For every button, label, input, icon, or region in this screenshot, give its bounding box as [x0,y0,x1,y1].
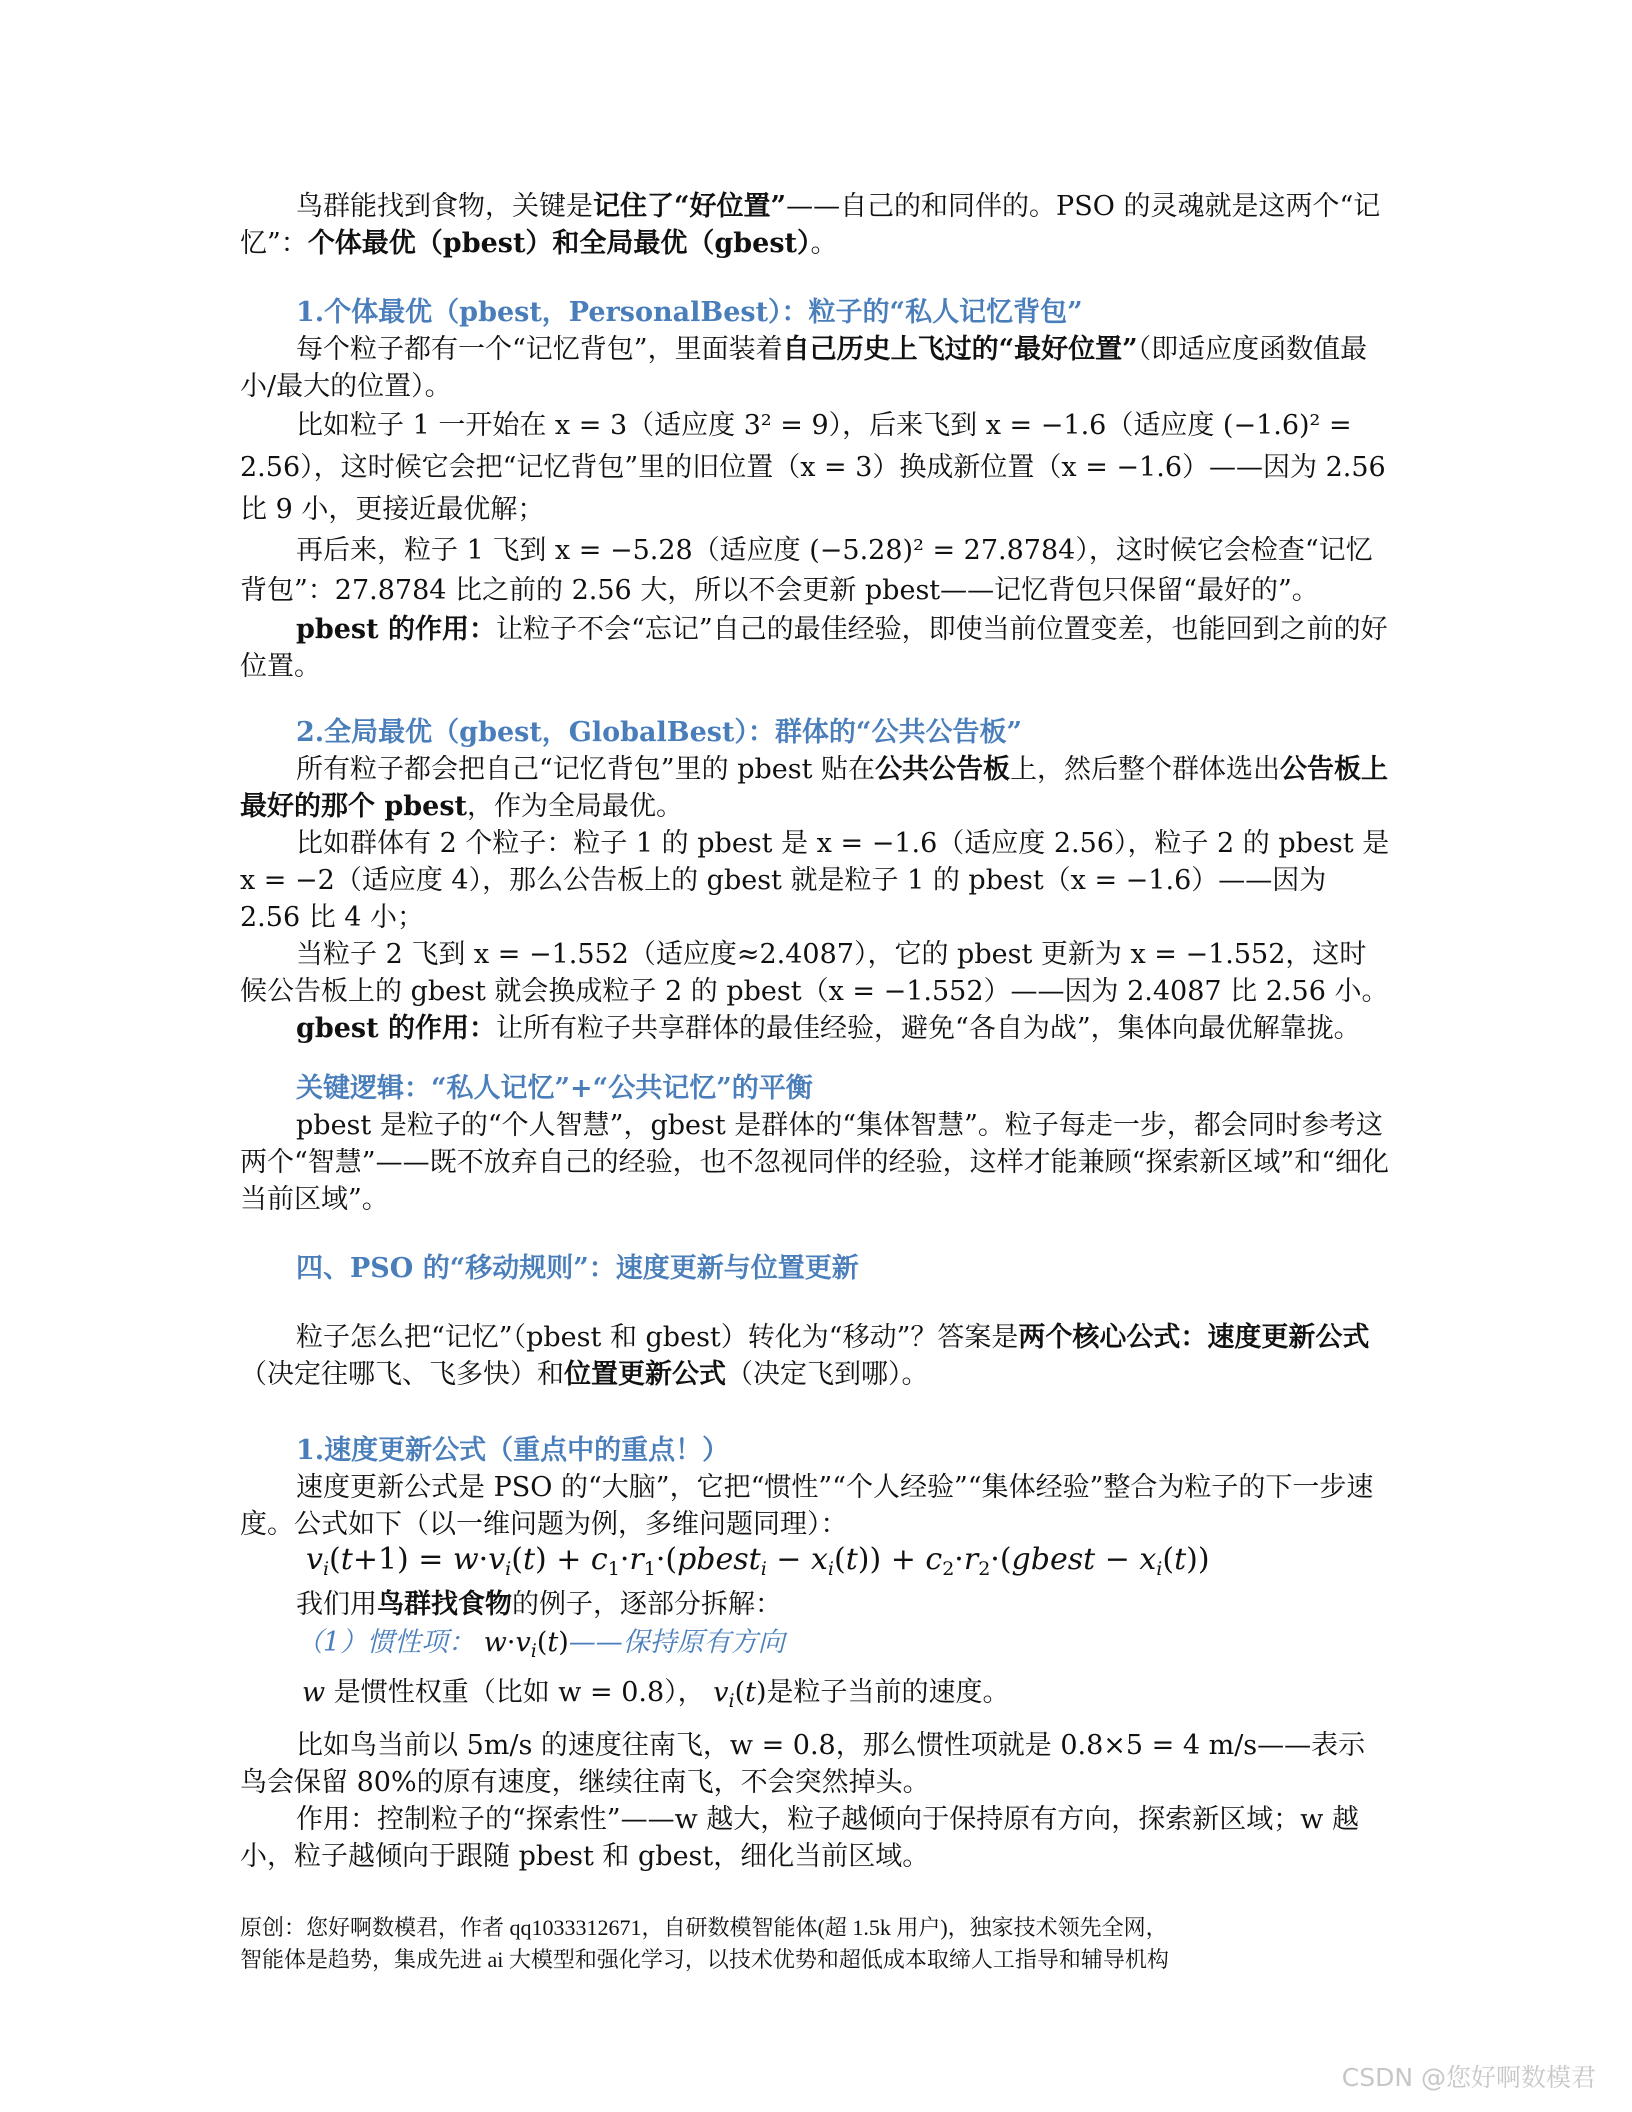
section-key-logic [240,1070,1392,1218]
inertia-def-text: 是惯性权重（比如 w = 0.8）， [333,1677,705,1708]
inertia-example: 比如鸟当前以 5m/s 的速度往南飞，w = 0.8，那么惯性项就是 0.8×5 = 4 m/s——表示鸟会保留 80%的原有速度，继续往南飞，不会突然掉头。 [240,1730,1366,1798]
inertia-role: 作用：控制粒子的“探索性”——w 越大，粒子越倾向于保持原有方向，探索新区域；w 越小，粒子越倾向于跟随 pbest 和 gbest，细化当前区域。 [240,1804,1359,1872]
move-rules-text: 粒子怎么把“记忆”（pbest 和 gbest）转化为“移动”？答案是 [296,1322,1019,1353]
gbest-example-1: 比如群体有 2 个粒子：粒子 1 的 pbest 是 x = −1.6（适应度 2.56），粒子 2 的 pbest 是 x = −2（适应度 4），那么公告板上的 gbest 就是粒子 1 的 pbest（x = −1.6）——因为 2.56 比 4 小； [240,828,1390,933]
velocity-intro: 速度更新公式是 PSO 的“大脑”，它把“惯性”“个人经验”“集体经验”整合为粒子的下一步速度。公式如下（以一维问题为例，多维问题同理）： [240,1472,1374,1540]
move-rules-bold-2: 位置更新公式 [564,1359,726,1390]
velocity-formula: $v_i(t+1) = w\cdot v_i(t)$ + $c_1\cdot r_1\cdot(pbest_i - x_i(t))$ + $c_2\cdot r_2\cdot(gbest - x_i(t))$ [306,1542,1210,1580]
breakdown-text-2: 的例子，逐部分拆解： [512,1589,782,1620]
inertia-def: w 是惯性权重（比如 w = 0.8）， $v_i(t)$是粒子当前的速度。 [302,1677,1010,1712]
section-move-rules [240,1250,1392,1393]
footer-line-2: 智能体是趋势，集成先进 ai 大模型和强化学习，以技术优势和超低成本取缔人工指导和辅导机构 [240,1947,1169,1972]
section-heading-gbest: 2.全局最优（gbest，GlobalBest）：群体的“公共公告板” [296,717,1022,748]
inertia-heading-tail: ——保持原有方向 [568,1627,785,1658]
inertia-heading: （1）惯性项： $w\cdot v_i(t)——$保持原有方向 [296,1627,785,1662]
inertia-heading-label: （1）惯性项： [296,1627,476,1658]
section-gbest [240,714,1392,1047]
section-heading-velocity: 1.速度更新公式（重点中的重点！） [296,1435,730,1466]
move-rules-text-2: （决定往哪飞、飞多快）和 [240,1359,564,1390]
breakdown-bold: 鸟群找食物 [377,1589,512,1620]
section-heading-move-rules: 四、PSO 的“移动规则”：速度更新与位置更新 [296,1253,859,1284]
intro-text-3: 。 [810,228,838,259]
footer-line-1: 原创：您好啊数模君，作者 qq1033312671，自研数模智能体(超 1.5k 用户)，独家技术领先全网， [240,1915,1168,1940]
pbest-role-text: 让粒子不会“忘记”自己的最佳经验，即使当前位置变差，也能回到之前的好位置。 [240,614,1388,682]
intro-text: 鸟群能找到食物，关键是 [296,191,593,222]
pbest-example-1: 比如粒子 1 一开始在 x = 3（适应度 3² = 9），后来飞到 x = −1.6（适应度 (−1.6)² = 2.56），这时候它会把“记忆背包”里的旧位置（x = 3）换成新位置（x = −1.6）——因为 2.56 比 9 小，更接近最优解； [240,410,1386,525]
watermark: CSDN @您好啊数模君 [1341,2063,1596,2092]
move-rules-bold: 两个核心公式：速度更新公式 [1018,1322,1370,1353]
gbest-role-text: 让所有粒子共享群体的最佳经验，避免“各自为战”，集体向最优解靠拢。 [496,1013,1361,1044]
gbest-role-label: gbest 的作用： [296,1013,497,1044]
gbest-text-3: ，作为全局最优。 [467,791,684,822]
pbest-text-2: （即适应度函数值最小/最大的位置）。 [240,334,1368,402]
gbest-text: 所有粒子都会把自己“记忆背包”里的 pbest 贴在 [296,754,876,785]
pbest-role-label: pbest 的作用： [296,614,497,645]
breakdown-text: 我们用 [296,1589,377,1620]
inertia-def-text-2: 是粒子当前的速度。 [766,1677,1010,1708]
gbest-bold-2: 公告板上最好的那个 pbest [240,754,1389,822]
section-heading-key-logic: 关键逻辑：“私人记忆”+“公共记忆”的平衡 [296,1073,813,1104]
gbest-text-2: 上，然后整个群体选出 [1010,754,1281,785]
gbest-example-2: 当粒子 2 飞到 x = −1.552（适应度≈2.4087），它的 pbest 更新为 x = −1.552，这时候公告板上的 gbest 就会换成粒子 2 的 pbest（x = −1.552）——因为 2.4087 比 2.56 小。 [240,939,1389,1007]
intro-bold-2: 个体最优（pbest）和全局最优（gbest） [307,228,811,259]
pbest-bold: 自己历史上飞过的“最好位置” [782,334,1138,365]
gbest-bold: 公共公告板 [875,754,1011,785]
move-rules-text-3: （决定飞到哪）。 [726,1359,929,1390]
key-logic-text: pbest 是粒子的“个人智慧”，gbest 是群体的“集体智慧”。粒子每走一步，都会同时参考这两个“智慧”——既不放弃自己的经验，也不忽视同伴的经验，这样才能兼顾“探索新区域”和“细化当前区域”。 [240,1110,1390,1215]
intro-text-2: ——自己的和同伴的。PSO 的灵魂就是这两个“记忆”： [240,191,1381,259]
section-heading-pbest: 1.个体最优（pbest，PersonalBest）：粒子的“私人记忆背包” [296,297,1083,328]
pbest-text: 每个粒子都有一个“记忆背包”，里面装着 [296,334,783,365]
pbest-example-2: 再后来，粒子 1 飞到 x = −5.28（适应度 (−5.28)² = 27.8784），这时候它会检查“记忆背包”：27.8784 比之前的 2.56 大，所以不会更新 pbest——记忆背包只保留“最好的”。 [240,535,1373,606]
footer-note [240,1912,1392,1976]
intro-bold: 记住了“好位置” [593,191,787,222]
section-pbest [240,294,1392,685]
intro-paragraph [240,188,1392,262]
section-velocity [240,1432,1392,1543]
velocity-breakdown [240,1586,1392,1875]
